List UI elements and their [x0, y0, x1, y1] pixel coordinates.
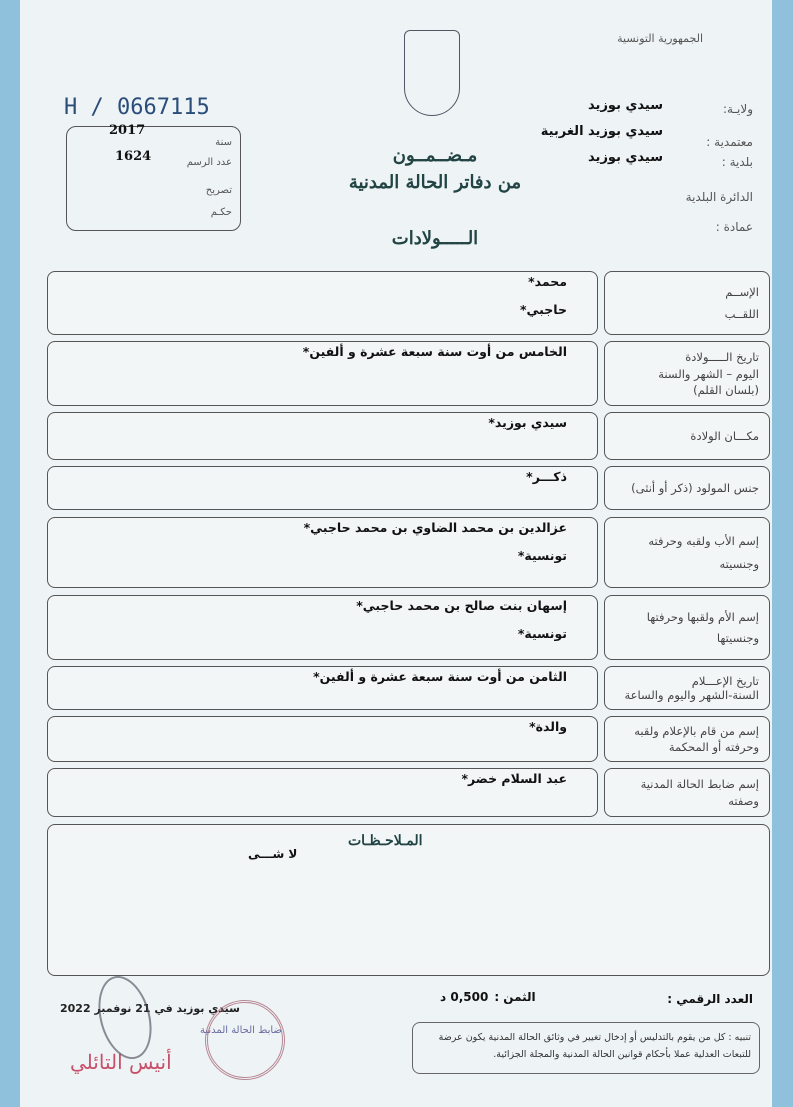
- row-value-box: [47, 271, 598, 335]
- row-value: الثامن من أوت سنة سبعة عشرة و ألفين*: [313, 669, 567, 684]
- row-label: اليوم – الشهر والسنة: [658, 366, 759, 381]
- row-value-box: [47, 666, 598, 710]
- row-label-box: [604, 341, 770, 406]
- row-value: والدة*: [529, 719, 567, 734]
- title-line2: من دفاتر الحالة المدنية: [348, 172, 522, 193]
- daira-label: الدائرة البلدية: [685, 190, 753, 204]
- row-value: حاجبي*: [520, 302, 567, 317]
- row-label-box: [604, 595, 770, 660]
- row-label-box: [604, 768, 770, 817]
- baladia-label: بلدية :: [721, 155, 753, 169]
- declaration-label: تصريح: [205, 185, 232, 196]
- republic-label: الجمهورية التونسية: [617, 32, 703, 45]
- row-label-box: [604, 716, 770, 762]
- row-label: السنة-الشهر واليوم والساعة: [624, 688, 759, 703]
- stamp-title: ضابط الحالة المدنية: [200, 1025, 282, 1036]
- row-label: إسم ضابط الحالة المدنية: [640, 777, 759, 792]
- serial-number: H / 0667115: [64, 95, 210, 120]
- row-label: وجنسيته: [719, 557, 759, 572]
- price-value: 0,500 د: [440, 990, 489, 1004]
- row-value-box: [47, 517, 598, 588]
- row-value: تونسية*: [517, 548, 567, 563]
- row-label: إسم الأم ولقبها وحرفتها: [646, 609, 759, 624]
- wilaya-label: ولايـة:: [723, 102, 753, 116]
- row-value-box: [47, 595, 598, 660]
- wilaya-value: سيدي بوزيد: [588, 98, 663, 113]
- row-label: وحرفته أو المحكمة: [668, 739, 759, 754]
- record-number-value: 1624: [115, 149, 152, 164]
- row-label: إسم الأب ولقبه وحرفته: [648, 533, 759, 548]
- digital-number-label: العدد الرقمي :: [667, 992, 753, 1006]
- row-label: تاريخ الـــــولادة: [685, 350, 759, 365]
- row-label: جنس المولود (ذكر أو أنثى): [631, 481, 759, 495]
- signature-name: أنيس التائلي: [70, 1050, 172, 1074]
- remarks-value: لا شـــى: [248, 847, 298, 861]
- place-date: سيدي بوزيد في 21 نوفمبر 2022: [60, 1002, 240, 1015]
- row-value-box: [47, 466, 598, 510]
- row-value: تونسية*: [517, 626, 567, 641]
- title-line3: الـــــولادات: [391, 228, 479, 249]
- row-label-box: [604, 412, 770, 460]
- row-label: تاريخ الإعـــلام: [691, 673, 759, 688]
- remarks-label: المـلاحـظـات: [348, 833, 423, 849]
- record-number-label: عدد الرسم: [186, 157, 232, 168]
- motamadia-label: معتمدية :: [706, 135, 753, 149]
- row-value: الخامس من أوت سنة سبعة عشرة و ألفين*: [302, 344, 567, 359]
- row-label-box: [604, 666, 770, 710]
- official-stamp-icon: [205, 1000, 285, 1080]
- price: [440, 990, 536, 1004]
- row-label-box: [604, 517, 770, 588]
- coat-of-arms-icon: [404, 30, 460, 116]
- row-label: إسم من قام بالإعلام ولقبه: [634, 724, 759, 739]
- row-label: مكـــان الولادة: [690, 429, 759, 443]
- judgment-label: حكـم: [210, 207, 232, 218]
- row-value: عزالدين بن محمد الضاوي بن محمد حاجبي*: [303, 520, 567, 535]
- legal-notice: تنبيه : كل من يقوم بالتدليس أو إدخال تغيير في وثائق الحالة المدنية يكون عرضة للتبعات العدلية عملا بأحكام قوانين الحالة المدنية والمجلة الجزائية.: [412, 1022, 760, 1074]
- omada-label: عمادة :: [715, 220, 753, 234]
- row-value: إسهان بنت صالح بن محمد حاجبي*: [356, 598, 567, 613]
- row-label: وجنسيتها: [716, 631, 759, 646]
- baladia-value: سيدي بوزيد: [588, 150, 663, 165]
- row-label: اللقــب: [724, 306, 759, 321]
- row-value-box: [47, 716, 598, 762]
- row-value: محمد*: [528, 274, 567, 289]
- row-value: سيدي بوزيد*: [488, 415, 567, 430]
- row-value: عبد السلام خضر*: [461, 771, 567, 786]
- title-line1: مـضــمــون: [392, 145, 478, 166]
- row-value-box: [47, 341, 598, 406]
- row-label-box: [604, 466, 770, 510]
- row-value: ذكـــر*: [526, 469, 567, 484]
- row-label: (بلسان القلم): [693, 382, 759, 397]
- row-label: وصفته: [728, 793, 759, 808]
- row-value-box: [47, 768, 598, 817]
- motamadia-value: سيدي بوزيد الغربية: [540, 124, 663, 139]
- price-label: الثمن :: [494, 990, 536, 1004]
- year-label: سنة: [215, 137, 232, 148]
- row-label: الإســم: [725, 285, 759, 300]
- remarks-box: [47, 824, 770, 976]
- row-label-box: [604, 271, 770, 335]
- reference-box: [66, 123, 241, 231]
- year-value: 2017: [109, 123, 146, 138]
- row-value-box: [47, 412, 598, 460]
